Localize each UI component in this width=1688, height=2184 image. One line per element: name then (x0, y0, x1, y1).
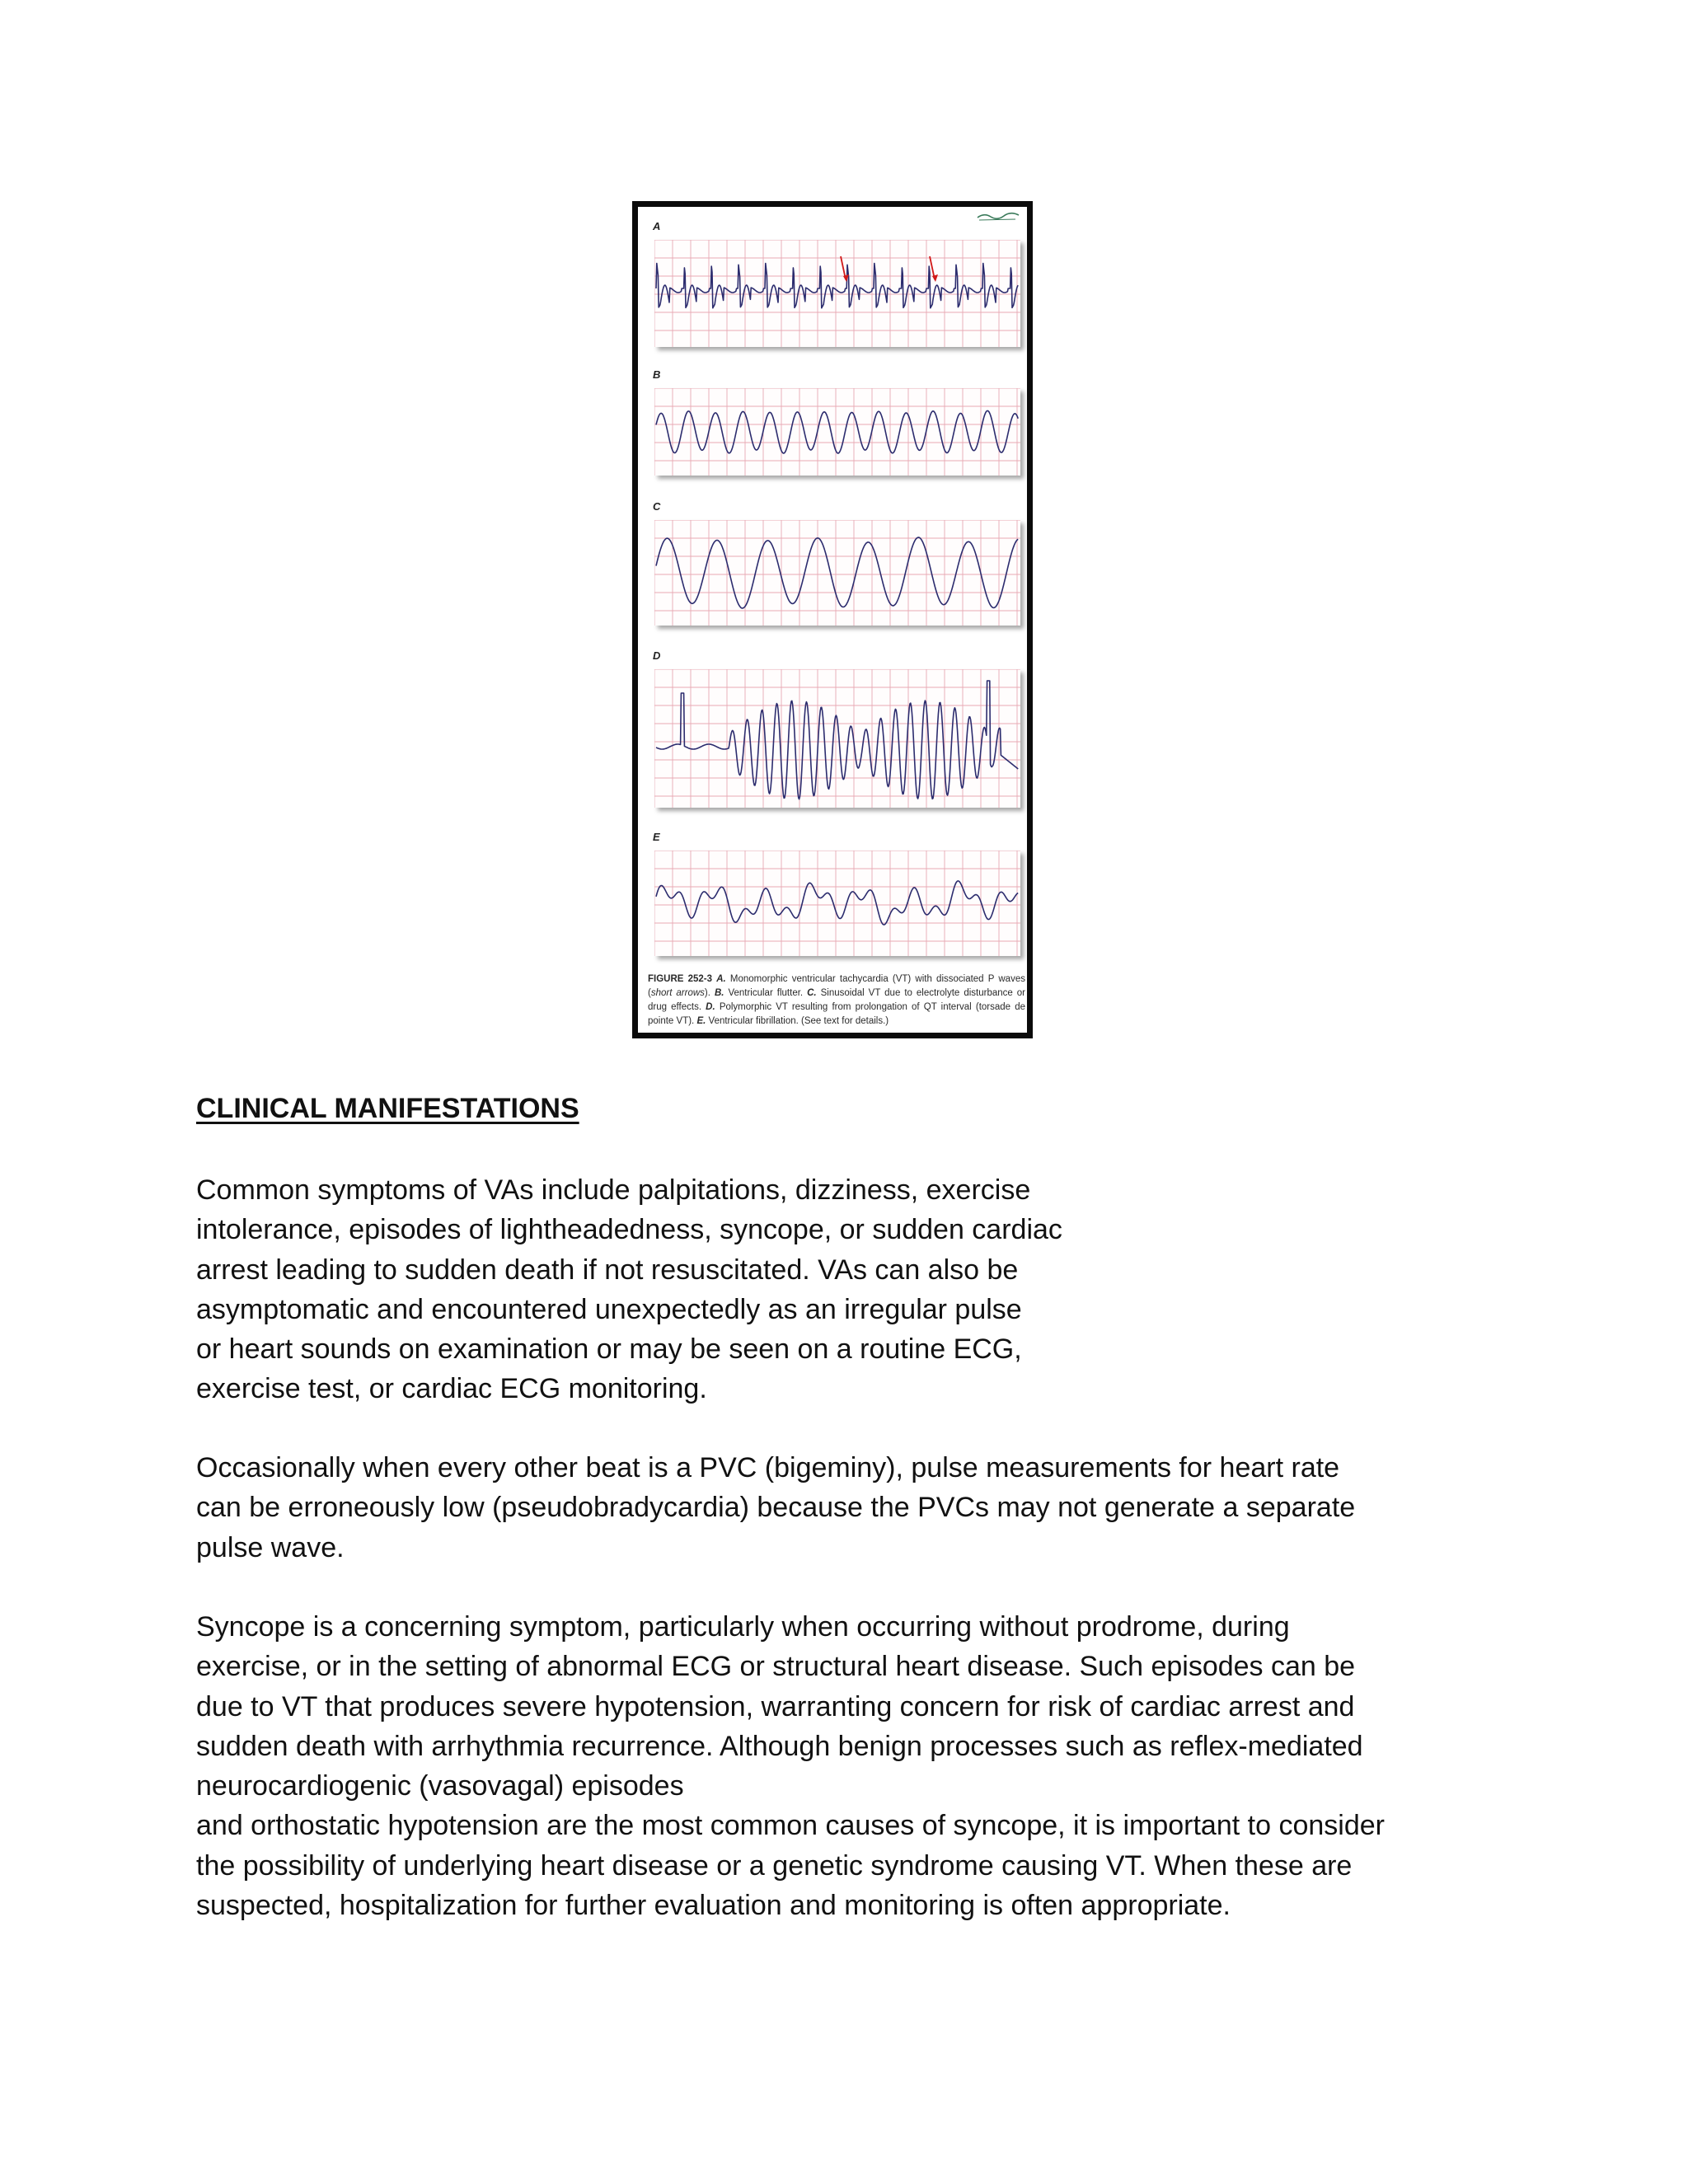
caption-letter-c: C. (807, 988, 817, 998)
figure-caption (648, 972, 1025, 1029)
figure-label: FIGURE 252-3 (648, 974, 713, 984)
panel-letter-e: E (653, 831, 660, 843)
caption-letter-b: B. (714, 988, 724, 998)
ecg-strip-e-svg (654, 851, 1020, 956)
caption-close-a: ). (704, 988, 710, 998)
ecg-strip-c-svg (654, 520, 1020, 626)
paragraph-symptoms: Common symptoms of VAs include palpitations, dizziness, exercise intolerance, episodes of lightheadedness, syncope, or sudden cardiac arrest leading to sudden death if not resuscitated. VAs can also be asymptomatic and encountered unexpectedly as an irregular pulse or heart sounds on examination or may be seen on a routine ECG, exercise test, or cardiac ECG monitoring. (196, 1174, 1062, 1405)
ecg-trace-d (656, 681, 1018, 799)
ecg-strip-a (654, 240, 1020, 347)
ecg-strip-d-svg (654, 669, 1020, 808)
caption-text-d: Polymorphic VT resulting from prolongation of QT interval (torsade de pointe VT). (648, 1002, 1025, 1026)
paragraph-bigeminy: Occasionally when every other beat is a PVC (bigeminy), pulse measurements for heart rate can be erroneously low (pseudobradycardia) because the PVCs may not generate a separate pulse wave. (196, 1452, 1356, 1563)
pen-mark-icon (976, 210, 1020, 222)
caption-letter-e: E. (696, 1016, 706, 1026)
caption-letter-a: A. (716, 974, 726, 984)
panel-letter-a: A (653, 220, 661, 232)
ecg-strip-b (654, 388, 1020, 476)
ecg-trace-b (656, 410, 1018, 453)
caption-text-b: Ventricular flutter. (728, 988, 804, 998)
p-wave-arrow-icon (930, 256, 938, 282)
panel-letter-d: D (653, 649, 661, 662)
panel-letter-c: C (653, 500, 661, 513)
ecg-strip-d (654, 669, 1020, 808)
ecg-trace-e (656, 881, 1018, 925)
section-heading: CLINICAL MANIFESTATIONS (196, 1093, 579, 1124)
ecg-trace-a (656, 264, 1018, 308)
caption-text-a: Monomorphic ventricular tachycardia (VT) with dissociated P waves ( (648, 974, 1025, 998)
panel-letter-b: B (653, 368, 661, 381)
ecg-strip-a-svg (654, 240, 1020, 347)
caption-italic-a: short arrows (650, 988, 705, 998)
ecg-strip-e (654, 851, 1020, 956)
ecg-strip-b-svg (654, 388, 1020, 476)
paragraph-syncope: Syncope is a concerning symptom, particularly when occurring without prodrome, during exercise, or in the setting of abnormal ECG or structural heart disease. Such episodes can be due to VT that produces severe hypotension, warranting concern for risk of cardiac arrest and sudden death with arrhythmia recurrence. Although benign processes such as reflex-mediated neurocardiogenic (vasovagal) episodes and orthostatic hypotension are the most common causes of syncope, it is important to consider the possibility of underlying heart disease or a genetic syndrome causing VT. When these are suspected, hospitalization for further evaluation and monitoring is often appropriate. (196, 1611, 1385, 1922)
caption-text-c: Sinusoidal VT due to electrolyte disturbance or drug effects. (648, 988, 1025, 1012)
caption-letter-d: D. (706, 1002, 715, 1012)
ecg-strip-c (654, 520, 1020, 626)
caption-text-e: Ventricular fibrillation. (See text for details.) (708, 1016, 889, 1026)
ecg-figure (632, 201, 1033, 1038)
ecg-trace-c (656, 537, 1018, 608)
